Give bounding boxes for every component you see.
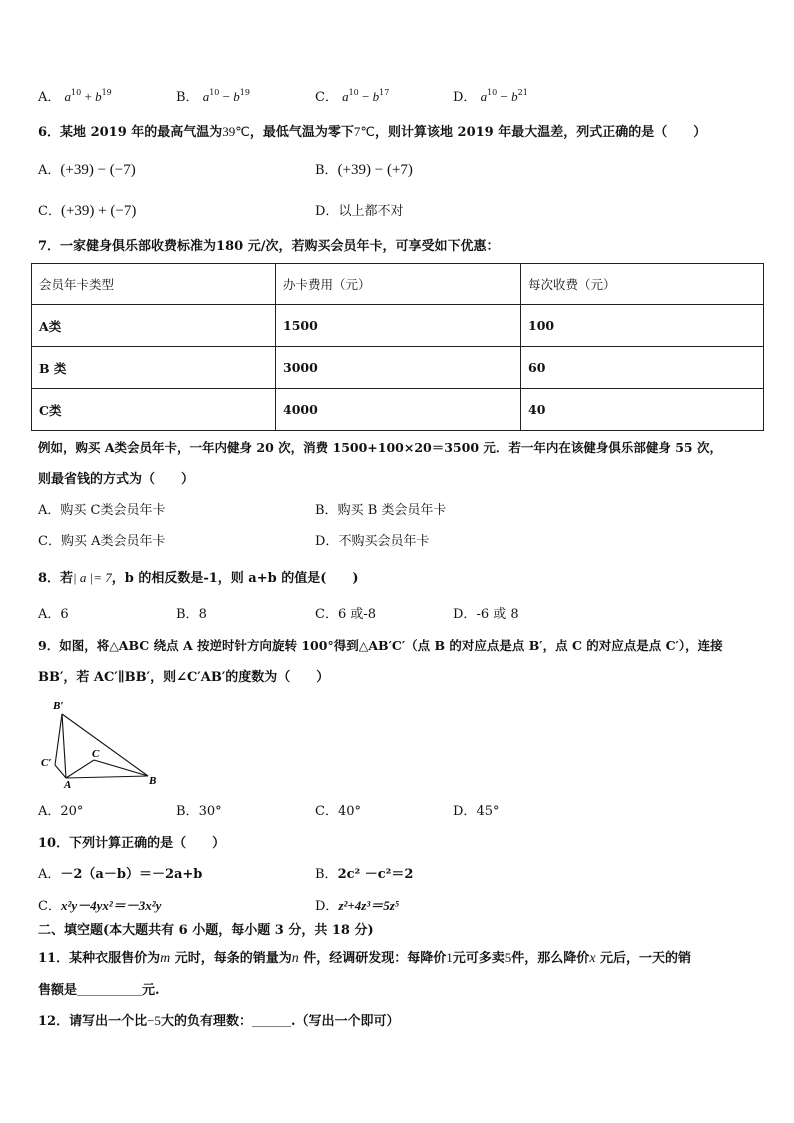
q9-option-c: C．40° (315, 804, 361, 819)
q5-option-a: A． $a^{10} + b^{19}$ (38, 88, 112, 105)
segment-cb (94, 760, 148, 776)
rotation-triangle-figure (38, 698, 168, 790)
q7-option-d: D．不购买会员年卡 (315, 534, 430, 549)
q8-option-b: B．8 (176, 607, 207, 622)
q6-stem: 6．某地 2019 年的最高气温为39℃，最低气温为零下7℃，则计算该地 2019 年最大温差，列式正确的是（ ） (38, 124, 707, 140)
table-cell: 40 (521, 389, 764, 431)
q5-option-d: D． $a^{10} - b^{21}$ (453, 88, 528, 105)
answer-blank[interactable]: ＿＿＿＿＿ (77, 983, 143, 998)
label-b-prime: B′ (53, 700, 64, 712)
table-cell: 1500 (276, 305, 521, 347)
q5-option-c: C． $a^{10} - b^{17}$ (315, 88, 390, 105)
answer-blank[interactable]: ＿＿＿ (251, 1014, 291, 1029)
q10-stem: 10．下列计算正确的是（ ） (38, 836, 226, 851)
q10-option-c: C．x²y－4yx²＝－3x²y (38, 898, 162, 914)
q9-option-a: A．20° (38, 804, 84, 819)
table-cell: 3000 (276, 347, 521, 389)
label-b: B (149, 775, 157, 787)
q7-option-a: A．购买 C类会员年卡 (38, 503, 166, 518)
q7-stem: 7．一家健身俱乐部收费标准为180 元/次，若购买会员年卡，可享受如下优惠： (38, 239, 500, 254)
q8-option-a: A．6 (38, 607, 69, 622)
segment-bb-prime (62, 714, 148, 776)
table-header-cell: 会员年卡类型 (32, 264, 276, 305)
q6-option-a: A．(+39) − (−7) (38, 162, 136, 178)
table-row (32, 347, 764, 389)
table-cell: 100 (521, 305, 764, 347)
q10-option-b: B．2c² －c²＝2 (315, 867, 414, 882)
q9-stem-line1: 9．如图，将△ABC 绕点 A 按逆时针方向旋转 100°得到△AB′C′（点 B 的对应点是点 B′，点 C 的对应点是点 C′），连接 (38, 638, 723, 653)
segment-ac-prime (55, 765, 66, 778)
table-cell: 60 (521, 347, 764, 389)
q7-example-line2: 则最省钱的方式为（ ） (38, 472, 195, 487)
q6-option-d: D．以上都不对 (315, 204, 404, 219)
q6-option-b: B．(+39) − (+7) (315, 162, 413, 178)
q8-stem: 8．若| a |= 7，b 的相反数是-1，则 a+b 的值是( ) (38, 570, 359, 586)
table-header-cell: 办卡费用（元） (276, 264, 521, 305)
q11-stem-line1: 11．某种衣服售价为m 元时，每条的销量为n 件，经调研发现：每降价1元可多卖5件，那么降价x 元后，一天的销 (38, 950, 692, 966)
q8-option-d: D．-6 或 8 (453, 607, 519, 622)
table-cell: C类 (32, 389, 276, 431)
table-cell: B 类 (32, 347, 276, 389)
label-c: C (92, 748, 100, 760)
q12-stem: 12．请写出一个比−5大的负有理数：＿＿＿.（写出一个即可） (38, 1013, 400, 1029)
q10-option-a: A．－2（a－b）＝－2a+b (38, 867, 203, 882)
table-cell: A类 (32, 305, 276, 347)
label-a: A (64, 779, 72, 790)
q11-stem-line2: 售额是＿＿＿＿＿元. (38, 983, 160, 998)
q7-option-c: C．购买 A类会员年卡 (38, 534, 166, 549)
table-row (32, 305, 764, 347)
membership-fee-table (31, 263, 764, 431)
label-c-prime: C′ (41, 757, 52, 769)
table-header-row (32, 264, 764, 305)
segment-ac (66, 760, 94, 778)
table-header-cell: 每次收费（元） (521, 264, 764, 305)
q9-stem-line2: BB′，若 AC′∥BB′，则∠C′AB′的度数为（ ） (38, 670, 330, 685)
q6-option-c: C．(+39) + (−7) (38, 203, 137, 219)
q8-option-c: C．6 或-8 (315, 607, 377, 622)
section-heading: 二、填空题(本大题共有 6 小题，每小题 3 分，共 18 分) (38, 923, 374, 938)
table-row (32, 389, 764, 431)
q9-option-b: B．30° (176, 804, 222, 819)
q7-option-b: B．购买 B 类会员年卡 (315, 503, 447, 518)
segment-c-prime-b-prime (55, 714, 62, 765)
segment-ab (66, 776, 148, 778)
segment-ab-prime (62, 714, 66, 778)
q9-option-d: D．45° (453, 804, 500, 819)
q5-option-b: B． $a^{10} - b^{19}$ (176, 88, 250, 105)
q10-option-d: D．z²+4z³＝5z⁵ (315, 898, 400, 914)
q7-example-line1: 例如，购买 A类会员年卡，一年内健身 20 次，消费 1500+100×20＝3500 元．若一年内在该健身俱乐部健身 55 次， (38, 440, 722, 455)
table-cell: 4000 (276, 389, 521, 431)
